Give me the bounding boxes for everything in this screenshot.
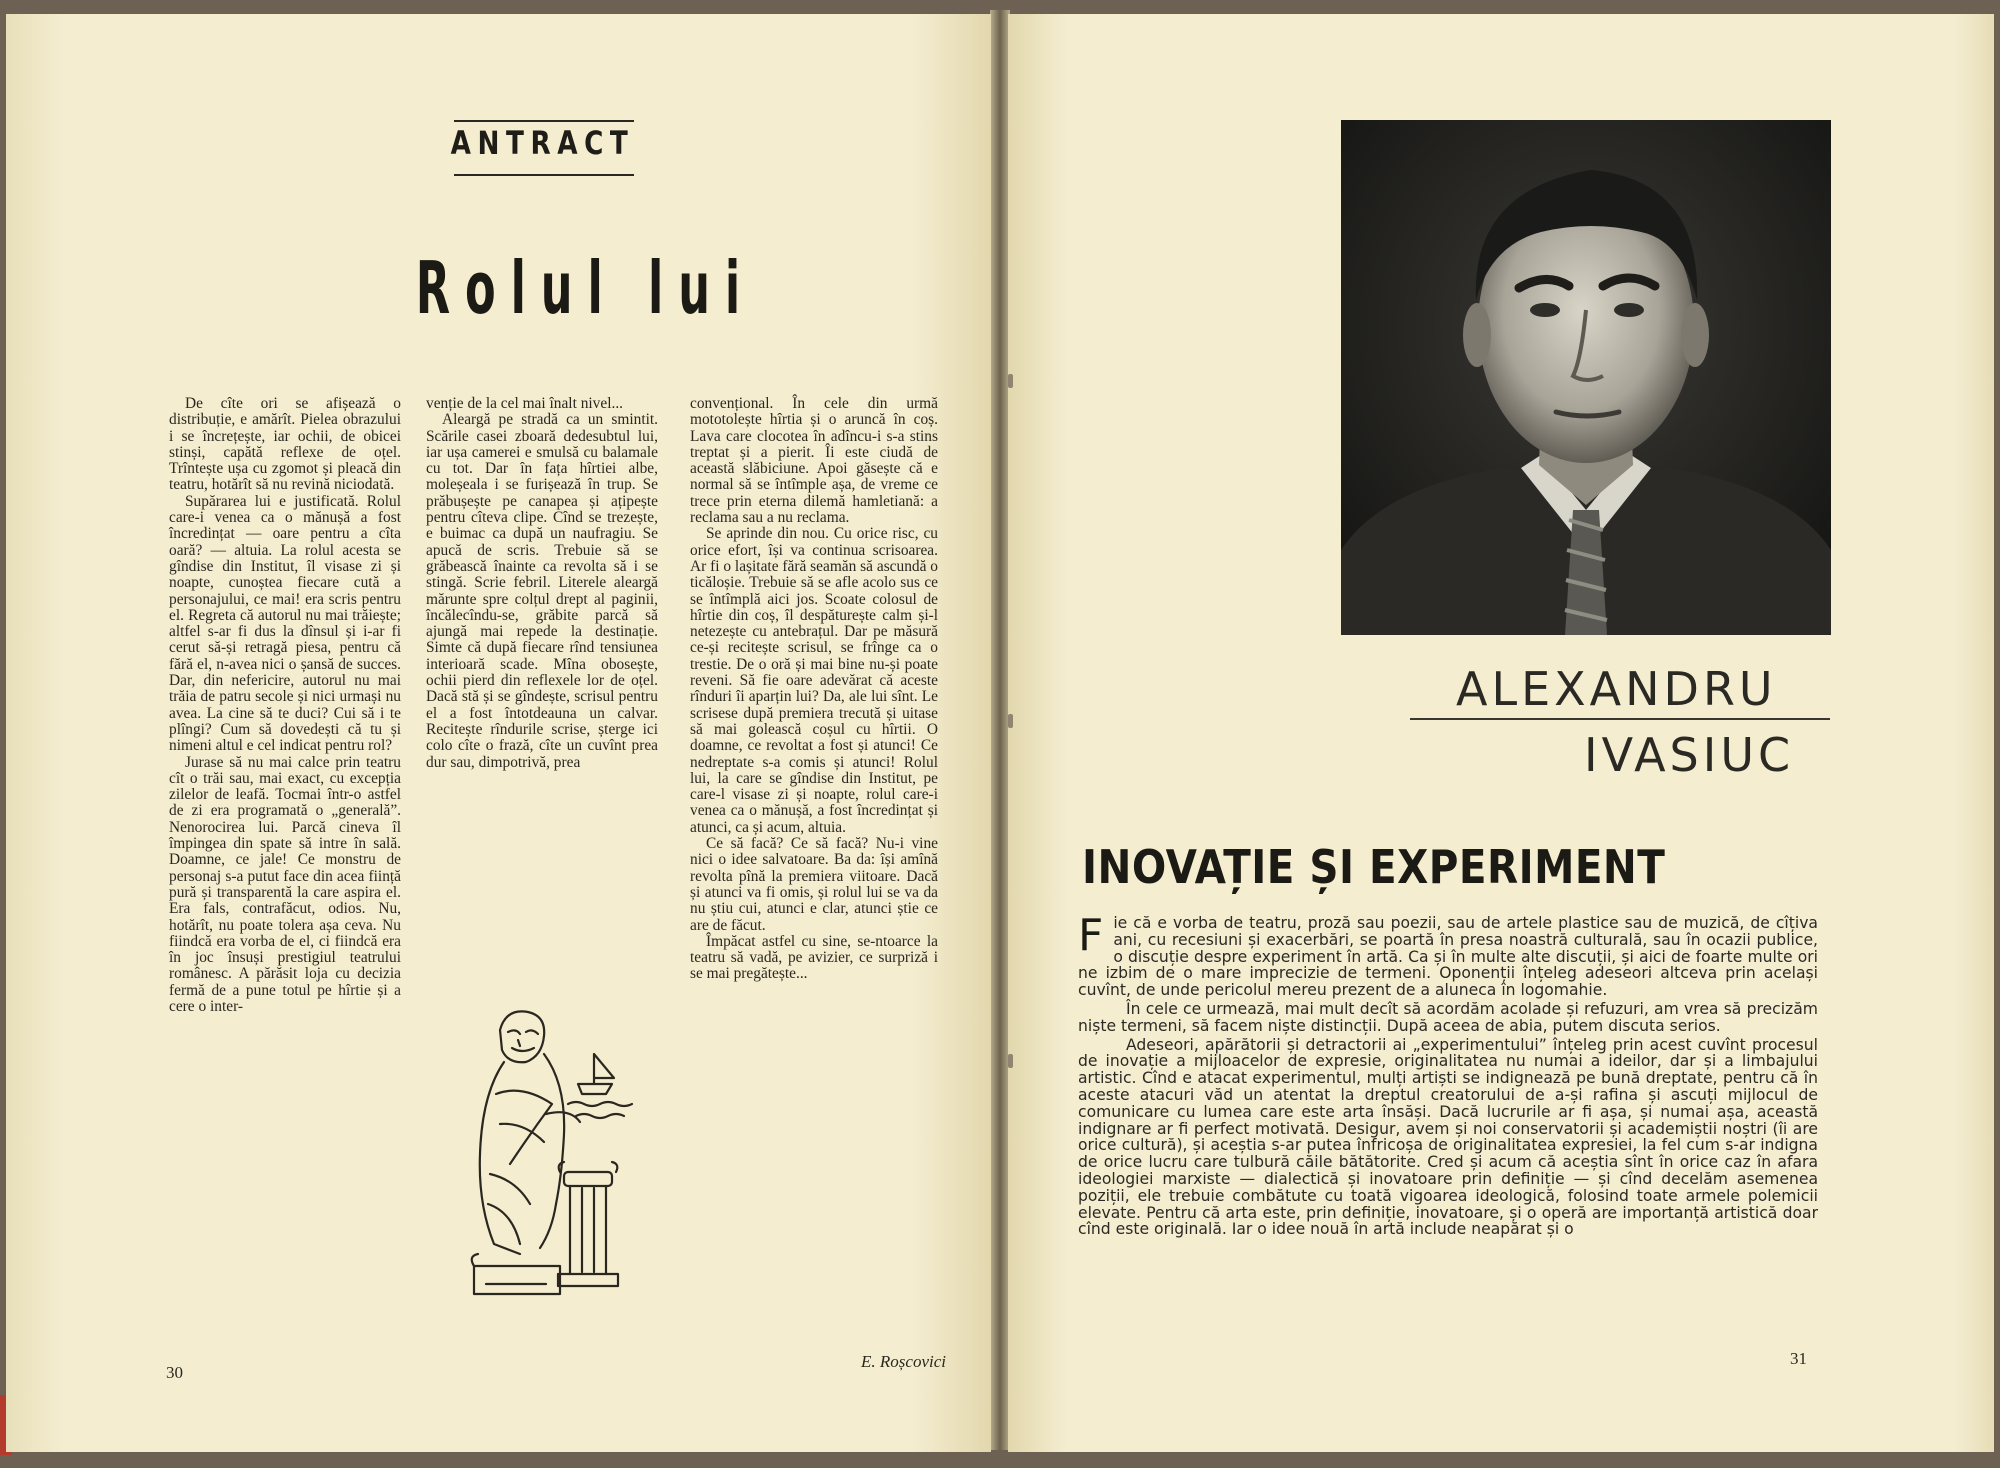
binding-stitch <box>1008 714 1013 728</box>
paragraph: Supărarea lui e justificată. Rolul care-i venea ca o mănușă a fost încredințat — oare pentru a cîta oară? — altuia. La rolul acesta se gîndise din Institut, îl visase zi și noapte, cunoștea fiecare cută a personajului, ce mai! era scris pentru el. Regreta că autorul nu mai trăiește; altfel s-ar fi dus la dînsul și i-ar fi cerut să-și retragă piesa, pentru că fără el, n-avea nici o șansă de succes. Dar, din nefericire, autorul nu mai trăia de patru secole și nici urmași nu avea. La cine să te duci? Cui să i te plîngi? Cum să dovedești că tu și nimeni altul e cel indicat pentru rol? <box>169 492 401 755</box>
paragraph: Aleargă pe stradă ca un smintit. Scările casei zboară dedesubtul lui, iar ușa camerei e smulsă cu balamale cu tot. Dar în fața hîrtiei albe, moleșeala i se furișează în trup. Se prăbușește pe canapea și ațipește pentru cîteva clipe. Cînd se trezește, e buimac ca după un naufragiu. Se apucă de scris. Trebuie să se grăbească înainte ca revolta să i se stingă. Scrie febril. Literele aleargă mărunte spre colțul drept al paginii, încălecîndu-se, grăbite parcă să ajungă mai repede la destinație. Simte că după fiecare rînd tensiunea interioară scade. Mîna obosește, ochii pierd din reflexele lor de oțel. Dacă stă și se gîndește, scrisul pentru el a fost întotdeauna un calvar. Recitește rîndurile scrise, șterge ici colo cîte o frază, cîte un cuvînt prea dur sau, dimpotrivă, prea <box>426 411 658 771</box>
paragraph: Ce să facă? Ce să facă? Nu-i vine nici o idee salvatoare. Ba da: își amînă revolta pînă la premiera viitoare. Dacă și atunci va fi omis, și rolul lui se va da nu știu cui, atunci e clar, atunci știe ce are de făcut. <box>690 835 938 934</box>
paragraph-text: ie că e vorba de teatru, proză sau poezii, sau de artele plastice sau de muzică, de cîțiva ani, cu recesiuni și exacerbări, se poartă în presa noastră culturală, sau în ocazii publice, o discuție despre experiment în artă. Ca și în multe alte discuții, și aici de foarte multe ori ne izbim de o mare imprecizie de termeni. Oponenții înțeleg adeseori altceva prin același cuvînt, de unde pericolul mereu prezent de a aluneca în logomahie. <box>1078 914 1818 1000</box>
page-number: 31 <box>1790 1349 1807 1368</box>
drop-cap: F <box>1078 910 1104 961</box>
paragraph: convențional. În cele din urmă mototolește hîrtia și o aruncă în coș. Lava care clocotea în adîncu-i s-a stins treptat și a pierit. Îi este ciudă de această slăbiciune. Apoi găsește că e normal să se întîmple așa, de vreme ce trece prin eterna dilemă hamletiană: a reclama sau a nu reclama. <box>690 395 938 527</box>
left-page <box>6 14 991 1452</box>
text-column-3 <box>690 396 938 983</box>
author-last-name: IVASIUC <box>1584 728 1795 782</box>
paragraph: Adeseori, apărătorii și detractorii ai „experimentului” înțeleg prin acest cuvînt procesul de inovație a mijloacelor de expresie, originalitatea nu numai a ideilor, dar și a limbajului artistic. Cînd e atacat experimentul, mulți artiști se indignează pe bună dreptate, pentru că în aceste atacuri văd un atentat la dreptul creatorului de a-și rafina și ascuți mijlocul de comunicare cu lumea care este arta însăși. Dacă lucrurile ar fi așa, și numai așa, această indignare ar fi perfect motivată. Desigur, avem și noi conservatorii și academiștii noștri (îi are orice cultură), și aceștia s-ar putea înfricoșa de originalitatea expresiei, la fel cum s-ar indigna de orice lucru care tulbură căile bătătorite. Cred și acum că aceștia sînt în orice caz în afara ideologiei marxiste — dialectică și inovatoare prin definiție — și cînd decelăm asemenea poziții, ele trebuie combătute cu toată vigoarea ideologică, folosind toate armele polemicii elevate. Pentru că arta este, prin definiție, inovatoare, și o operă are importanță artistică doar cînd este originală. Iar o idee nouă în artă include neapărat și o <box>1078 1035 1818 1239</box>
paragraph: În cele ce urmează, mai mult decît să acordăm acolade și refuzuri, am vrea să precizăm niște termeni, să facem niște distincții. După aceea de abia, putem discuta serios. <box>1078 999 1818 1035</box>
binding-stitch <box>1008 374 1013 388</box>
page-number: 30 <box>166 1363 183 1382</box>
section-tag-rule-top <box>454 120 634 122</box>
text-column-2 <box>426 396 658 771</box>
author-name-rule <box>1410 718 1830 720</box>
author-signature: E. Roșcovici <box>861 1352 946 1371</box>
paragraph: Jurase să nu mai calce prin teatru cît o trăi sau, mai exact, cu excepția zilelor de leafă. Tocmai într-o astfel de zi era programată o „generală”. Nenorocirea lui. Parcă cineva îl împingea din spate să intre în sală. Doamne, ce jale! Ce monstru de personaj s-a putut face din acea ființă pură și transparentă la care aspira el. Era fals, contrafăcut, odios. Nu, hotărît, nu poate tolera așa ceva. Nu fiindcă era vorba de el, ci fiindcă era în joc însuși prestigiul teatrului românesc. A părăsit loja cu decizia fermă de a pune totul pe hîrtie și a cere o inter- <box>169 753 401 1015</box>
text-column-1 <box>169 396 401 1015</box>
paragraph: Se aprinde din nou. Cu orice risc, cu orice efort, își va continua scrisoarea. Ar fi o lașitate fără seamăn să ascundă o ticăloșie. Trebuie să se afle acolo sus ce se întîmplă aici jos. Scoate colosul de hîrtie din coș, îl despăturește calm și-l netezește cu antebrațul. Dar pe măsură ce-și recitește scrisul, se frînge ca o trestie. De o oră și mai bine nu-și poate reveni. Să fie oare adevărat că aceste rînduri îi aparțin lui? Da, ale lui sînt. Le scrisese după premiera trecută și uitase să mai golească coșul cu hîrtii. O doamne, ce revoltat a fost și atunci! Ce nedreptate s-a comis și atunci! Rolul lui, la care se gîndise din Institut, pe care-l visase zi și noapte, rolul care-i venea ca o mănușă, a fost încredințat și atunci, ca și acum, altuia. <box>690 525 938 836</box>
paragraph: venție de la cel mai înalt nivel... <box>426 395 624 412</box>
paragraph: Împăcat astfel cu sine, se-ntoarce la teatru să vadă, pe avizier, ce surpriză i se mai pregătește... <box>690 932 938 983</box>
paragraph: De cîte ori se afișează o distribuție, e amărît. Pielea obrazului i se încrețește, iar ochii, de obicei stinși, capătă reflexe de oțel. Trîntește ușa cu zgomot și pleacă din teatru, hotărît să nu revină niciodată. <box>169 395 401 494</box>
book-spine <box>990 10 1010 1450</box>
article-body <box>1078 910 1818 1240</box>
binding-stitch <box>1008 1054 1013 1068</box>
author-first-name: ALEXANDRU <box>1456 662 1777 716</box>
section-tag-rule-bottom <box>454 174 634 176</box>
article-title: Rolul lui <box>415 246 756 330</box>
actor-sketch-illustration <box>460 1004 650 1304</box>
paragraph <box>1078 910 1818 1000</box>
article-headline: INOVAȚIE ȘI EXPERIMENT <box>1082 840 1666 894</box>
author-portrait-photo <box>1341 120 1831 635</box>
section-tag: ANTRACT <box>450 124 635 162</box>
